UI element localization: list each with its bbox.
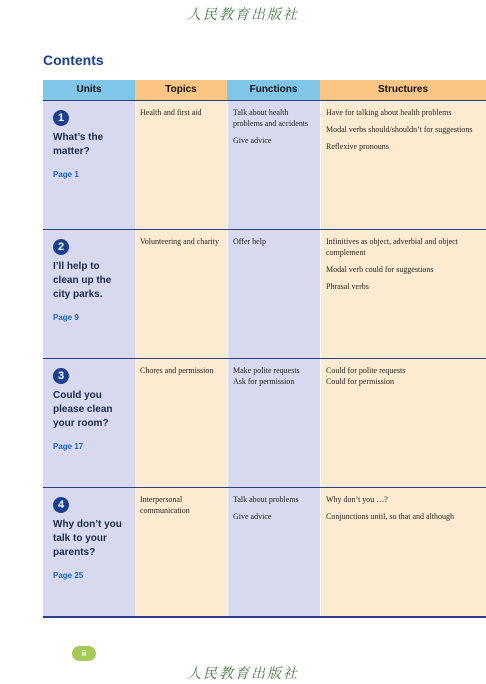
topic-cell [135, 359, 227, 487]
publisher-logo-header: 人民教育出版社 [187, 7, 299, 23]
function-cell [227, 488, 320, 616]
topic-text: Interpersonal communication [140, 495, 190, 515]
topic-text: Chores and permission [140, 366, 214, 375]
table-row [43, 100, 486, 229]
function-cell [227, 359, 320, 487]
function-text: Give advice [233, 136, 272, 145]
unit-title: I’ll help to clean up the city parks. [53, 261, 112, 300]
structure-text: Phrasal verbs [326, 282, 369, 291]
structure-text: Why don’t you …? [326, 495, 388, 504]
unit-cell [43, 230, 135, 358]
publisher-logo-footer: 人民教育出版社 [187, 666, 299, 682]
page-title: Contents [43, 52, 104, 68]
unit-number-badge: 2 [53, 239, 69, 255]
table-row [43, 229, 486, 358]
function-text: Ask for permission [233, 377, 295, 386]
header-functions: Functions [227, 80, 320, 100]
structure-cell [320, 230, 486, 358]
table-header [43, 80, 486, 100]
structure-text: Could for polite requests [326, 366, 406, 375]
header-units: Units [43, 80, 135, 100]
unit-number-badge: 3 [53, 368, 69, 384]
function-text: Talk about health problems and accidents [233, 108, 309, 128]
unit-cell [43, 101, 135, 229]
unit-page-link[interactable]: Page 1 [53, 170, 79, 179]
topic-text: Health and first aid [140, 108, 202, 117]
topic-cell [135, 101, 227, 229]
unit-page-link[interactable]: Page 17 [53, 442, 84, 451]
topic-cell [135, 230, 227, 358]
function-cell [227, 101, 320, 229]
structure-text: Modal verb could for suggestions [326, 265, 434, 274]
page-number-badge: ii [72, 646, 96, 661]
function-text: Make polite requests [233, 366, 300, 375]
header-structures: Structures [320, 80, 486, 100]
structure-cell [320, 101, 486, 229]
structure-cell [320, 359, 486, 487]
contents-table [43, 80, 486, 618]
unit-cell [43, 488, 135, 616]
structure-text: Modal verbs should/shouldn’t for suggestions [326, 125, 473, 134]
structure-text: Conjunctions until, so that and although [326, 512, 454, 521]
topic-text: Volunteering and charity [140, 237, 219, 246]
unit-number-badge: 1 [53, 110, 69, 126]
structure-text: Could for permission [326, 377, 394, 386]
header-topics: Topics [135, 80, 227, 100]
function-text: Talk about problems [233, 495, 299, 504]
unit-cell [43, 359, 135, 487]
unit-title: Why don’t you talk to your parents? [53, 519, 122, 558]
structure-text: Infinitives as object, adverbial and object complement [326, 237, 458, 257]
table-row [43, 358, 486, 487]
table-row [43, 487, 486, 616]
function-cell [227, 230, 320, 358]
structure-text: Reflexive pronouns [326, 142, 389, 151]
function-text: Give advice [233, 512, 272, 521]
unit-page-link[interactable]: Page 9 [53, 313, 79, 322]
structure-cell [320, 488, 486, 616]
structure-text: Have for talking about health problems [326, 108, 452, 117]
unit-page-link[interactable]: Page 25 [53, 571, 84, 580]
function-text: Offer help [233, 237, 266, 246]
topic-cell [135, 488, 227, 616]
unit-number-badge: 4 [53, 497, 69, 513]
unit-title: Could you please clean your room? [53, 390, 113, 429]
unit-title: What’s the matter? [53, 132, 104, 157]
